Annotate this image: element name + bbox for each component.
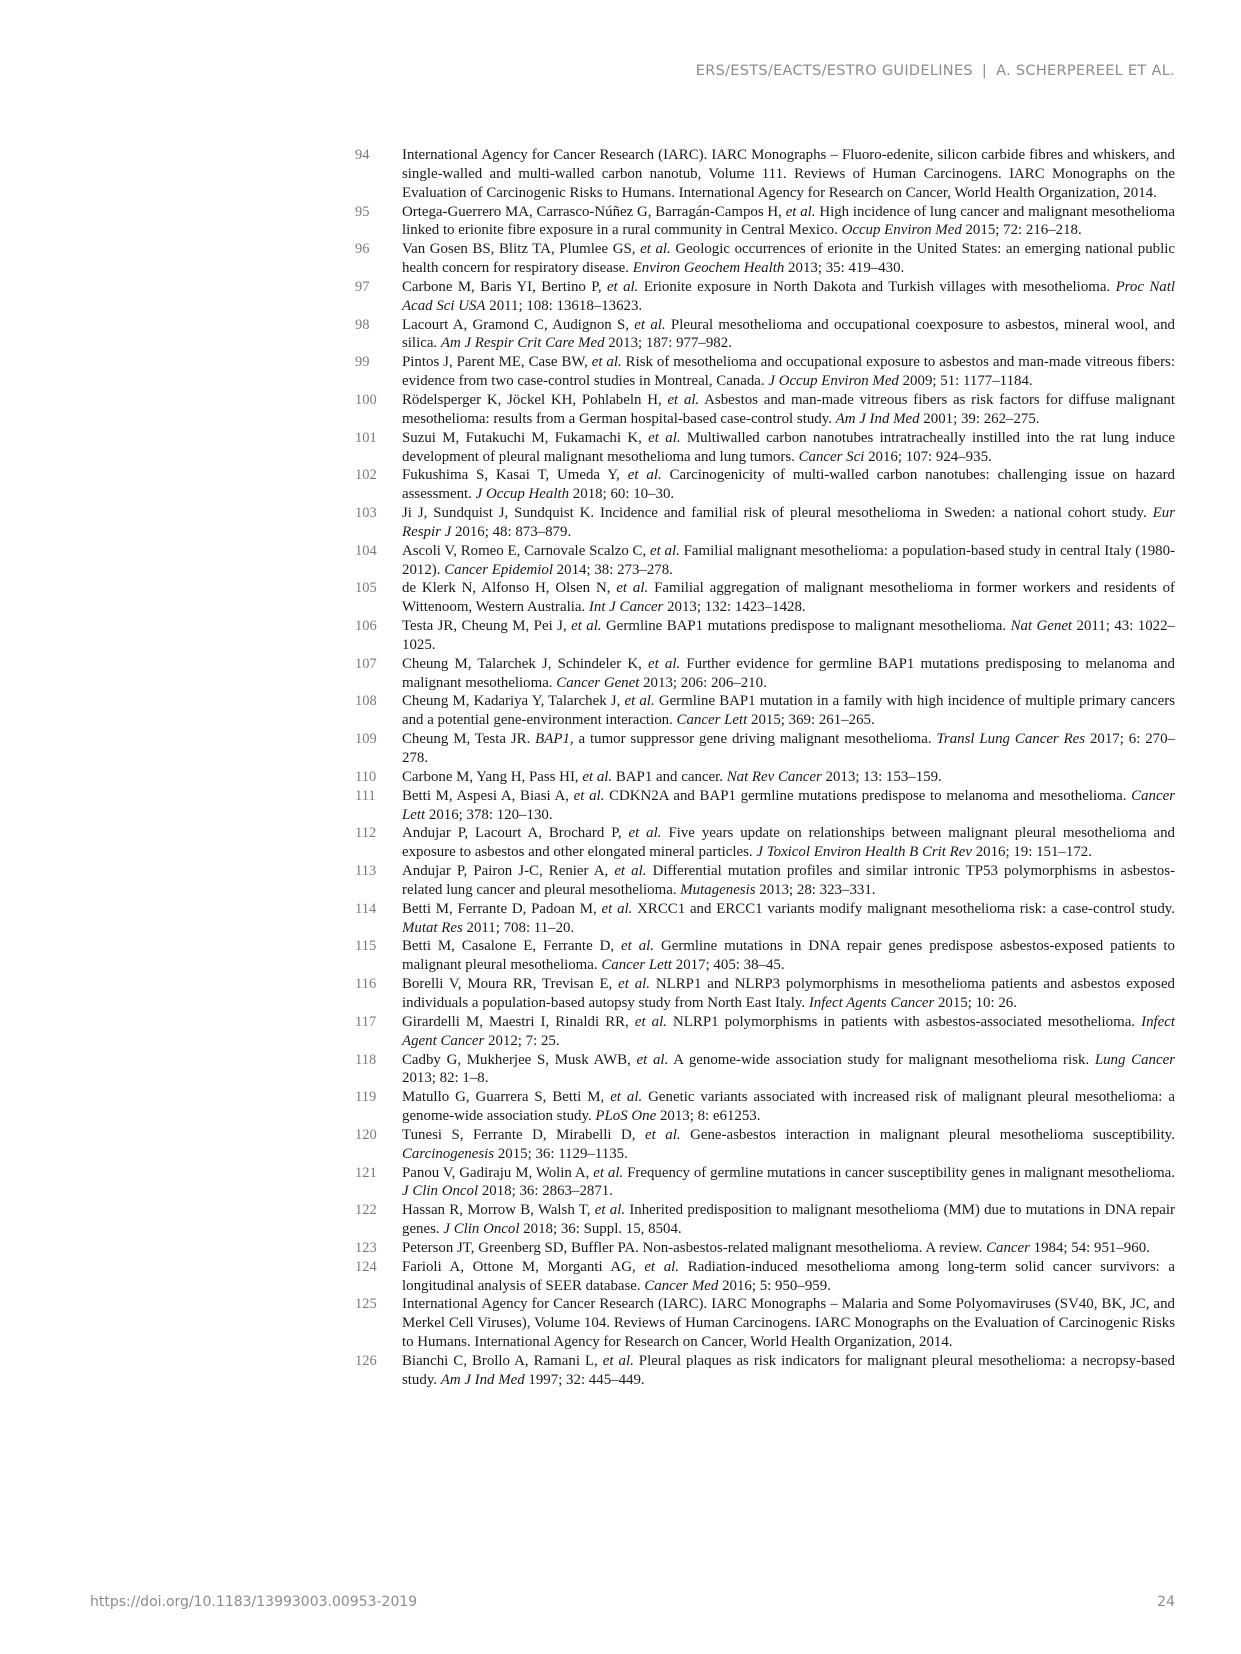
reference-segment: International Agency for Cancer Research (IARC). IARC Monographs – Malaria and Some Polyomaviruses (SV40, BK, JC, and Merkel Cell Viruses), Volume 104. Reviews of Human Carcinogens. IARC Monographs on the Evaluation of Carcinogenic Risks to Humans. International Agency for Research on Cancer, World Health Organization, 2014. bbox=[402, 1296, 1175, 1351]
reference-segment: Differential mutation profiles and similar intronic TP53 polymorphisms in asbestos-related lung cancer and pleural mesothelioma. bbox=[402, 863, 1175, 898]
reference-segment: Carbone M, Baris YI, Bertino P, bbox=[402, 278, 607, 295]
reference-segment: Tunesi S, Ferrante D, Mirabelli D, bbox=[402, 1126, 646, 1143]
reference-italic-segment: Nat Genet bbox=[1010, 618, 1073, 635]
reference-italic-segment: et al. bbox=[602, 1353, 634, 1369]
reference-segment: Betti M, Aspesi A, Biasi A, bbox=[402, 787, 574, 804]
reference-segment: Pleural mesothelioma and occupational coexposure to asbestos, mineral wool, and silica. bbox=[402, 316, 1175, 352]
reference-italic-segment: Carcinogenesis bbox=[402, 1145, 495, 1162]
reference-segment: NLRP1 and NLRP3 polymorphisms in mesothelioma patients and asbestos exposed individuals a population-based autopsy study from North East Italy. bbox=[402, 976, 1176, 1011]
reference-text bbox=[402, 1240, 1150, 1256]
reference-text bbox=[402, 693, 1175, 728]
reference-item bbox=[355, 146, 1175, 203]
reference-number: 121 bbox=[355, 1164, 377, 1181]
reference-segment: Pleural plaques as risk indicators for malignant pleural mesothelioma: a necropsy-based study. bbox=[402, 1353, 1175, 1388]
reference-number: 104 bbox=[355, 542, 377, 559]
reference-text bbox=[402, 1353, 1175, 1388]
reference-item bbox=[355, 787, 1175, 825]
reference-italic-segment: et al. bbox=[606, 278, 639, 295]
reference-item bbox=[355, 862, 1175, 900]
reference-italic-segment: Mutagenesis bbox=[680, 881, 756, 898]
reference-italic-segment: Cancer bbox=[986, 1239, 1030, 1256]
reference-segment: Asbestos and man-made vitreous fibers as risk factors for diffuse malignant mesothelioma: results from a German hospital-based case-control study. bbox=[402, 391, 1175, 427]
reference-segment: 2016; 19: 151–172. bbox=[971, 844, 1092, 861]
reference-number: 116 bbox=[355, 976, 377, 993]
reference-item bbox=[355, 1051, 1175, 1089]
reference-segment: Cheung M, Testa JR. bbox=[402, 731, 536, 748]
reference-italic-segment: et al. bbox=[571, 618, 602, 635]
reference-segment: Fukushima S, Kasai T, Umeda Y, bbox=[402, 467, 628, 484]
reference-segment: 2013; 13: 153–159. bbox=[821, 768, 942, 785]
reference-text bbox=[402, 618, 1175, 653]
reference-text bbox=[402, 317, 1175, 352]
reference-segment: Betti M, Ferrante D, Padoan M, bbox=[402, 900, 602, 917]
reference-italic-segment: J Occup Environ Med bbox=[768, 373, 899, 390]
reference-segment: Van Gosen BS, Blitz TA, Plumlee GS, bbox=[402, 241, 641, 258]
reference-item bbox=[355, 1013, 1175, 1051]
reference-number: 120 bbox=[355, 1126, 377, 1143]
reference-segment: 2018; 36: 2863–2871. bbox=[478, 1183, 613, 1200]
reference-segment: Geologic occurrences of erionite in the United States: an emerging national public health concern for respiratory disease. bbox=[402, 241, 1175, 277]
reference-segment: Bianchi C, Brollo A, Ramani L, bbox=[402, 1353, 603, 1369]
reference-italic-segment: J Occup Health bbox=[475, 486, 570, 503]
reference-italic-segment: J Toxicol Environ Health B Crit Rev bbox=[756, 844, 972, 861]
author-label: A. SCHERPEREEL ET AL. bbox=[996, 63, 1175, 79]
reference-italic-segment: Cancer Lett bbox=[402, 787, 1175, 823]
reference-segment: Carcinogenicity of multi-walled carbon nanotubes: challenging issue on hazard assessment. bbox=[402, 467, 1175, 503]
reference-segment: Cheung M, Talarchek J, Schindeler K, bbox=[402, 655, 649, 672]
reference-italic-segment: Nat Rev Cancer bbox=[726, 768, 822, 785]
reference-segment: Testa JR, Cheung M, Pei J, bbox=[402, 618, 572, 635]
reference-segment: CDKN2A and BAP1 germline mutations predispose to melanoma and mesothelioma. bbox=[604, 787, 1132, 804]
reference-italic-segment: Infect Agent Cancer bbox=[402, 1013, 1176, 1049]
reference-italic-segment: et al. bbox=[628, 825, 662, 842]
reference-italic-segment: et al. bbox=[614, 863, 647, 880]
reference-segment: Inherited predisposition to malignant mesothelioma (MM) due to mutations in DNA repair genes. bbox=[402, 1202, 1175, 1238]
reference-segment: Familial aggregation of malignant mesothelioma in former workers and residents of Wittenoom, Western Australia. bbox=[402, 580, 1176, 616]
reference-item bbox=[355, 900, 1175, 938]
reference-text bbox=[402, 1052, 1175, 1087]
reference-number: 118 bbox=[355, 1051, 377, 1068]
reference-item bbox=[355, 617, 1175, 655]
reference-number: 117 bbox=[355, 1013, 377, 1030]
reference-italic-segment: Cancer Lett bbox=[676, 712, 748, 729]
reference-segment: Peterson JT, Greenberg SD, Buffler PA. Non-asbestos-related malignant mesothelioma. A review. bbox=[402, 1239, 987, 1256]
reference-text bbox=[402, 1259, 1175, 1294]
reference-italic-segment: et al. bbox=[618, 976, 651, 993]
reference-italic-segment: Occup Environ Med bbox=[841, 222, 962, 239]
reference-text bbox=[402, 1296, 1175, 1350]
reference-item bbox=[355, 429, 1175, 467]
reference-italic-segment: et al. bbox=[610, 1089, 643, 1106]
reference-segment: Ascoli V, Romeo E, Carnovale Scalzo C, bbox=[402, 542, 650, 559]
reference-text bbox=[402, 938, 1175, 973]
reference-segment: Germline BAP1 mutations predispose to malignant mesothelioma. bbox=[601, 618, 1011, 635]
reference-item bbox=[355, 975, 1175, 1013]
reference-segment: Ortega-Guerrero MA, Carrasco-Núñez G, Barragán-Campos H, bbox=[402, 203, 786, 220]
reference-italic-segment: et al. bbox=[645, 1126, 681, 1143]
journal-section-label: ERS/ESTS/EACTS/ESTRO GUIDELINES bbox=[695, 63, 973, 79]
reference-item bbox=[355, 542, 1175, 580]
reference-italic-segment: Int J Cancer bbox=[588, 599, 664, 616]
reference-italic-segment: et al. bbox=[616, 580, 649, 597]
reference-italic-segment: et al. bbox=[591, 354, 622, 371]
reference-italic-segment: et al. bbox=[636, 1051, 669, 1068]
reference-text bbox=[402, 731, 1175, 766]
reference-number: 107 bbox=[355, 655, 377, 672]
reference-item bbox=[355, 1201, 1175, 1239]
reference-segment: de Klerk N, Alfonso H, Olsen N, bbox=[402, 580, 617, 597]
reference-segment: Multiwalled carbon nanotubes intratracheally instilled into the rat lung induce development of pleural malignant mesothelioma and lung tumors. bbox=[402, 429, 1175, 465]
reference-segment: Further evidence for germline BAP1 mutations predisposing to melanoma and malignant mesothelioma. bbox=[402, 655, 1175, 691]
reference-text bbox=[402, 543, 1175, 578]
reference-italic-segment: J Clin Oncol bbox=[402, 1183, 479, 1200]
reference-text bbox=[402, 656, 1175, 691]
reference-text bbox=[402, 392, 1175, 427]
header-separator: | bbox=[981, 63, 988, 79]
reference-item bbox=[355, 1239, 1175, 1258]
reference-segment: , a tumor suppressor gene driving malignant mesothelioma. bbox=[569, 731, 937, 748]
reference-number: 101 bbox=[355, 429, 377, 446]
reference-italic-segment: Lung Cancer bbox=[1094, 1051, 1175, 1068]
reference-number: 114 bbox=[355, 900, 377, 917]
reference-text bbox=[402, 430, 1175, 465]
reference-italic-segment: et al. bbox=[650, 542, 680, 559]
reference-segment: 1997; 32: 445–449. bbox=[524, 1371, 645, 1388]
reference-number: 97 bbox=[355, 278, 370, 295]
reference-segment: Genetic variants associated with increased risk of malignant pleural mesothelioma: a genome-wide association study. bbox=[402, 1089, 1175, 1125]
reference-text bbox=[402, 279, 1175, 314]
reference-segment: Germline mutations in DNA repair genes predispose asbestos-exposed patients to malignant pleural mesothelioma. bbox=[402, 938, 1175, 974]
reference-text bbox=[402, 1014, 1175, 1049]
reference-italic-segment: et al. bbox=[667, 391, 700, 408]
reference-text bbox=[402, 901, 1175, 936]
reference-number: 98 bbox=[355, 316, 370, 333]
reference-item bbox=[355, 203, 1175, 241]
reference-italic-segment: et al. bbox=[644, 1258, 680, 1275]
reference-text bbox=[402, 1127, 1175, 1162]
reference-segment: 2017; 405: 38–45. bbox=[672, 957, 785, 974]
reference-italic-segment: et al. bbox=[634, 1013, 667, 1030]
reference-number: 95 bbox=[355, 203, 370, 220]
reference-segment: 2018; 60: 10–30. bbox=[569, 486, 675, 503]
reference-italic-segment: Cancer Epidemiol bbox=[444, 561, 553, 578]
reference-italic-segment: et al. bbox=[640, 241, 671, 258]
reference-italic-segment: et al. bbox=[594, 1202, 626, 1219]
reference-number: 102 bbox=[355, 467, 377, 484]
reference-number: 100 bbox=[355, 391, 377, 408]
reference-text bbox=[402, 825, 1175, 860]
reference-segment: 2016; 48: 873–879. bbox=[451, 523, 572, 540]
reference-item bbox=[355, 937, 1175, 975]
reference-text bbox=[402, 1202, 1175, 1237]
reference-segment: High incidence of lung cancer and malignant mesothelioma linked to erionite fibre exposure in a rural community in Central Mexico. bbox=[402, 203, 1175, 239]
reference-segment: Hassan R, Morrow B, Walsh T, bbox=[402, 1202, 595, 1219]
reference-text bbox=[402, 769, 942, 785]
reference-italic-segment: et al. bbox=[624, 693, 655, 710]
reference-segment: 2011; 708: 11–20. bbox=[462, 919, 575, 936]
reference-segment: Carbone M, Yang H, Pass HI, bbox=[402, 768, 583, 785]
reference-item bbox=[355, 353, 1175, 391]
reference-segment: 2012; 7: 25. bbox=[484, 1032, 560, 1049]
reference-number: 122 bbox=[355, 1202, 377, 1219]
reference-segment: 2018; 36: Suppl. 15, 8504. bbox=[519, 1221, 682, 1238]
reference-italic-segment: et al. bbox=[634, 316, 666, 333]
reference-segment: 2009; 51: 1177–1184. bbox=[898, 373, 1033, 390]
reference-segment: Suzui M, Futakuchi M, Fukamachi K, bbox=[402, 429, 649, 446]
reference-segment: 2013; 8: e61253. bbox=[656, 1108, 761, 1125]
reference-segment: Betti M, Casalone E, Ferrante D, bbox=[402, 938, 622, 955]
reference-segment: XRCC1 and ERCC1 variants modify malignant mesothelioma risk: a case-control study. bbox=[632, 900, 1175, 917]
reference-number: 113 bbox=[355, 863, 377, 880]
reference-segment: 2015; 36: 1129–1135. bbox=[494, 1145, 628, 1162]
reference-number: 99 bbox=[355, 354, 370, 371]
reference-segment: 2013; 187: 977–982. bbox=[604, 335, 732, 352]
reference-segment: Ji J, Sundquist J, Sundquist K. Incidence and familial risk of pleural mesothelioma in Sweden: a national cohort study. bbox=[402, 505, 1153, 522]
reference-number: 115 bbox=[355, 938, 377, 955]
reference-item bbox=[355, 1258, 1175, 1296]
reference-number: 124 bbox=[355, 1258, 377, 1275]
reference-segment: 1984; 54: 951–960. bbox=[1029, 1239, 1150, 1256]
reference-segment: 2013; 132: 1423–1428. bbox=[663, 599, 806, 616]
reference-item bbox=[355, 1295, 1175, 1352]
reference-item bbox=[355, 240, 1175, 278]
reference-segment: 2017; 6: 270–278. bbox=[402, 731, 1175, 766]
reference-segment: 2011; 43: 1022–1025. bbox=[402, 618, 1176, 653]
reference-italic-segment: Cancer Lett bbox=[601, 957, 673, 974]
reference-segment: 2015; 369: 261–265. bbox=[747, 712, 875, 729]
reference-segment: Borelli V, Moura RR, Trevisan E, bbox=[402, 976, 619, 993]
reference-text bbox=[402, 863, 1175, 898]
reference-text bbox=[402, 241, 1175, 276]
reference-italic-segment: Proc Natl Acad Sci USA bbox=[402, 278, 1175, 314]
reference-segment: 2015; 72: 216–218. bbox=[961, 222, 1082, 239]
reference-italic-segment: Am J Ind Med bbox=[835, 410, 920, 427]
reference-italic-segment: et al. bbox=[785, 203, 816, 220]
reference-number: 96 bbox=[355, 241, 370, 258]
reference-text bbox=[402, 467, 1175, 502]
reference-italic-segment: Cancer Med bbox=[644, 1277, 719, 1294]
reference-number: 126 bbox=[355, 1353, 377, 1369]
reference-text bbox=[402, 788, 1175, 823]
reference-italic-segment: BAP1 bbox=[535, 731, 570, 748]
reference-segment: Lacourt A, Gramond C, Audignon S, bbox=[402, 316, 635, 333]
reference-segment: Andujar P, Pairon J-C, Renier A, bbox=[402, 863, 615, 880]
reference-italic-segment: Cancer Sci bbox=[798, 448, 865, 465]
reference-italic-segment: J Clin Oncol bbox=[443, 1221, 520, 1238]
reference-number: 105 bbox=[355, 580, 377, 597]
reference-text bbox=[402, 505, 1175, 540]
reference-number: 103 bbox=[355, 505, 377, 522]
reference-segment: 2013; 82: 1–8. bbox=[402, 1070, 489, 1087]
reference-segment: 2015; 10: 26. bbox=[934, 994, 1017, 1011]
reference-segment: 2013; 206: 206–210. bbox=[639, 674, 767, 691]
reference-italic-segment: Am J Ind Med bbox=[440, 1371, 525, 1388]
reference-text bbox=[402, 1165, 1175, 1200]
reference-item bbox=[355, 391, 1175, 429]
reference-segment: Pintos J, Parent ME, Case BW, bbox=[402, 354, 592, 371]
reference-segment: 2013; 28: 323–331. bbox=[755, 881, 876, 898]
reference-segment: 2013; 35: 419–430. bbox=[784, 260, 905, 277]
reference-number: 125 bbox=[355, 1296, 377, 1313]
reference-segment: 2011; 108: 13618–13623. bbox=[485, 297, 643, 314]
reference-italic-segment: Infect Agents Cancer bbox=[808, 994, 935, 1011]
reference-number: 109 bbox=[355, 731, 377, 748]
reference-segment: Radiation-induced mesothelioma among long-term solid cancer survivors: a longitudinal analysis of SEER database. bbox=[402, 1258, 1176, 1294]
reference-number: 111 bbox=[355, 787, 376, 804]
reference-item bbox=[355, 579, 1175, 617]
reference-segment: Familial malignant mesothelioma: a population-based study in central Italy (1980-2012). bbox=[402, 542, 1175, 578]
reference-segment: Five years update on relationships between malignant pleural mesothelioma and exposure to asbestos and other elongated mineral particles. bbox=[402, 825, 1175, 861]
reference-text bbox=[402, 147, 1175, 201]
reference-segment: 2016; 107: 924–935. bbox=[864, 448, 992, 465]
reference-italic-segment: et al. bbox=[582, 768, 613, 785]
reference-italic-segment: Mutat Res bbox=[402, 919, 463, 936]
reference-item bbox=[355, 1164, 1175, 1202]
reference-number: 94 bbox=[355, 147, 370, 163]
reference-segment: A genome-wide association study for malignant mesothelioma risk. bbox=[668, 1051, 1095, 1068]
reference-italic-segment: Environ Geochem Health bbox=[632, 260, 785, 277]
page-number: 24 bbox=[1157, 1594, 1175, 1610]
reference-segment: Farioli A, Ottone M, Morganti AG, bbox=[402, 1258, 645, 1275]
reference-number: 110 bbox=[355, 768, 377, 785]
reference-text bbox=[402, 204, 1175, 239]
reference-italic-segment: et al. bbox=[593, 1164, 624, 1181]
reference-segment: NLRP1 polymorphisms in patients with asbestos-associated mesothelioma. bbox=[666, 1013, 1142, 1030]
reference-segment: Andujar P, Lacourt A, Brochard P, bbox=[402, 825, 629, 842]
reference-segment: 2016; 378: 120–130. bbox=[425, 806, 553, 823]
reference-segment: Girardelli M, Maestri I, Rinaldi RR, bbox=[402, 1013, 635, 1030]
reference-item bbox=[355, 1088, 1175, 1126]
reference-item bbox=[355, 278, 1175, 316]
reference-number: 119 bbox=[355, 1089, 377, 1106]
reference-item bbox=[355, 768, 1175, 787]
doi-link[interactable]: https://doi.org/10.1183/13993003.00953-2019 bbox=[90, 1594, 418, 1610]
reference-number: 108 bbox=[355, 693, 377, 710]
reference-segment: Risk of mesothelioma and occupational exposure to asbestos and man-made vitreous fibers: evidence from two case-control studies in Montreal, Canada. bbox=[402, 354, 1175, 390]
reference-text bbox=[402, 580, 1175, 615]
reference-segment: Rödelsperger K, Jöckel KH, Pohlabeln H, bbox=[402, 391, 668, 408]
reference-italic-segment: Cancer Genet bbox=[556, 674, 640, 691]
reference-italic-segment: et al. bbox=[648, 655, 681, 672]
reference-italic-segment: Am J Respir Crit Care Med bbox=[440, 335, 605, 352]
reference-item bbox=[355, 655, 1175, 693]
reference-number: 106 bbox=[355, 618, 377, 635]
reference-italic-segment: PLoS One bbox=[595, 1108, 657, 1125]
reference-text bbox=[402, 976, 1175, 1011]
reference-segment: Gene-asbestos interaction in malignant pleural mesothelioma susceptibility. bbox=[680, 1126, 1175, 1143]
reference-list bbox=[355, 146, 1175, 1390]
reference-segment: Erionite exposure in North Dakota and Turkish villages with mesothelioma. bbox=[638, 278, 1116, 295]
reference-italic-segment: Transl Lung Cancer Res bbox=[936, 731, 1086, 748]
reference-italic-segment: et al. bbox=[627, 467, 662, 484]
reference-item bbox=[355, 1352, 1175, 1390]
reference-segment: Panou V, Gadiraju M, Wolin A, bbox=[402, 1164, 594, 1181]
reference-item bbox=[355, 692, 1175, 730]
running-header bbox=[696, 63, 1175, 79]
reference-item bbox=[355, 730, 1175, 768]
reference-segment: 2014; 38: 273–278. bbox=[552, 561, 673, 578]
reference-segment: International Agency for Cancer Research (IARC). IARC Monographs – Fluoro-edenite, silicon carbide fibres and whiskers, and single-walled and multi-walled carbon nanotub, Volume 111. Reviews of Human Carcinogens. IARC Monographs on the Evaluation of Carcinogenic Risks to Humans. International Agency for Research on Cancer, World Health Organization, 2014. bbox=[402, 147, 1175, 201]
reference-segment: Frequency of germline mutations in cancer susceptibility genes in malignant mesothelioma. bbox=[623, 1164, 1175, 1181]
reference-segment: 2001; 39: 262–275. bbox=[919, 410, 1040, 427]
reference-segment: Cheung M, Kadariya Y, Talarchek J, bbox=[402, 693, 625, 710]
reference-segment: BAP1 and cancer. bbox=[612, 768, 727, 785]
reference-item bbox=[355, 1126, 1175, 1164]
reference-number: 112 bbox=[355, 825, 377, 842]
reference-item bbox=[355, 504, 1175, 542]
reference-italic-segment: et al. bbox=[648, 429, 681, 446]
reference-number: 123 bbox=[355, 1239, 377, 1256]
reference-item bbox=[355, 466, 1175, 504]
reference-text bbox=[402, 1089, 1175, 1124]
reference-italic-segment: Eur Respir J bbox=[402, 505, 1175, 540]
reference-segment: 2016; 5: 950–959. bbox=[718, 1277, 831, 1294]
reference-item bbox=[355, 316, 1175, 354]
reference-text bbox=[402, 354, 1175, 389]
reference-segment: Matullo G, Guarrera S, Betti M, bbox=[402, 1089, 611, 1106]
reference-italic-segment: et al. bbox=[621, 938, 655, 955]
reference-item bbox=[355, 824, 1175, 862]
reference-segment: Germline BAP1 mutation in a family with high incidence of multiple primary cancers and a potential gene-environment interaction. bbox=[402, 693, 1176, 729]
reference-italic-segment: et al. bbox=[601, 900, 633, 917]
reference-segment: Cadby G, Mukherjee S, Musk AWB, bbox=[402, 1051, 637, 1068]
reference-italic-segment: et al. bbox=[573, 787, 605, 804]
